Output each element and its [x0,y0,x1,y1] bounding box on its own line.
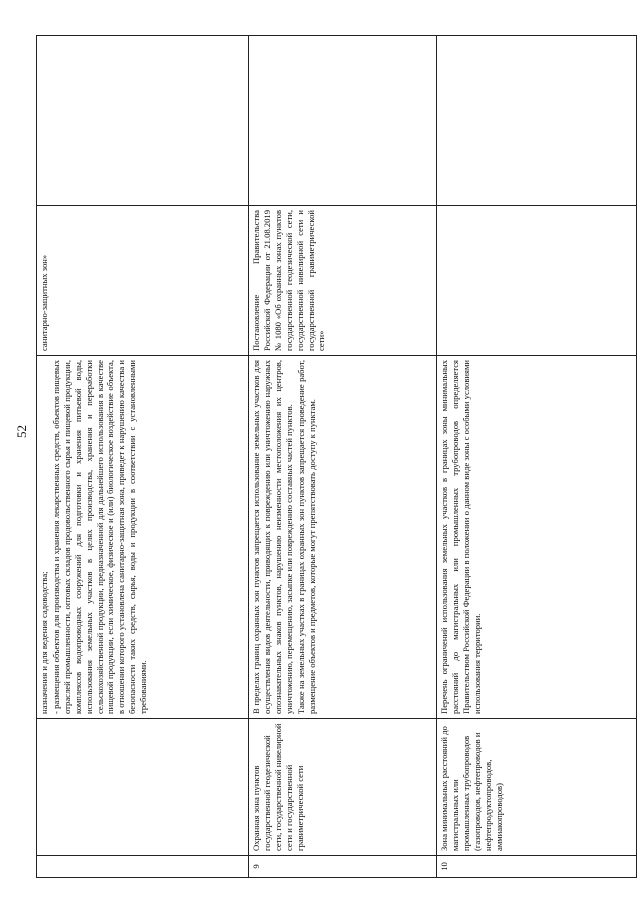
restrictions-text [437,356,637,719]
zone-name: Зона минимальных расстояний до магистральных или промышленных трубопроводов (газопроводов, нефтепроводов и нефтепродуктопроводов, аммиакопроводов) [437,719,637,856]
zone-name [37,719,249,856]
table-row [249,36,437,878]
extra-cell [249,36,437,206]
restrictions-paragraph: В пределах границ охранных зон пунктов запрещается использование земельных участков для осуществления видов деятельности, приводящих к повреждению или уничтожению наружных опознавательных знаков пунктов, нарушению неизменности местоположения их центров, уничтожению, перемещению, засыпке или повреждению составных частей пунктов. [251,360,294,714]
restrictions-paragraph: - размещения объектов для производства и хранения лекарственных средств, объектов пищевых отраслей промышленности, оптовых складов продовольственного сырья и пищевой продукции, комплексов водопроводных сооружений для подготовки и хранения питьевой воды, использования земельных участков в целях производства, хранения и переработки сельскохозяйственной продукции, предназначенной для дальнейшего использования в качестве пищевой продукции, если химическое, физическое и (или) биологическое воздействие объекта, в отношении которого установлена санитарно-защитная зона, приведет к нарушению качества и безопасности таких средств, сырья, воды и продукции в соответствии с установленными требованиями. [50,360,149,714]
page-number: 52 [14,425,29,438]
restrictions-paragraph: Также на земельных участках в границах охранных зон пунктов запрещается проведение работ, размещение объектов и предметов, которые могут препятствовать доступу к пунктам. [295,360,317,714]
restrictions-text [37,356,249,719]
restrictions-paragraph: назначения и для ведения садоводства; [39,571,49,714]
restrictions-text [249,356,437,719]
table-row [437,36,637,878]
restrictions-paragraph: Перечень ограничений использования земельных участков в границах зоны минимальных расстояний до магистральных или промышленных трубопроводов определяется Правительством Российской Федерации в положении о данном виде зоны с особыми условиями использования территории. [439,360,482,714]
zone-name: Охранная зона пунктов государственной геодезической сети, государственной нивелирной сети и государственной гравиметрической сети [249,719,437,856]
legal-document: санитарно-защитных зон» [37,206,249,356]
restrictions-table [36,35,637,878]
extra-cell [437,36,637,206]
rotated-table-wrapper [36,36,636,878]
legal-document: Постановление Правительства Российской Федерации от 21.08.2019 № 1080 «Об охранных зонах пунктов государственной геодезической сети, государственной нивелирной сети и государственной гравиметрической сети» [249,206,437,356]
row-number [37,856,249,878]
legal-document [437,206,637,356]
row-number: 10 [437,856,637,878]
table-row [37,36,249,878]
extra-cell [37,36,249,206]
row-number: 9 [249,856,437,878]
